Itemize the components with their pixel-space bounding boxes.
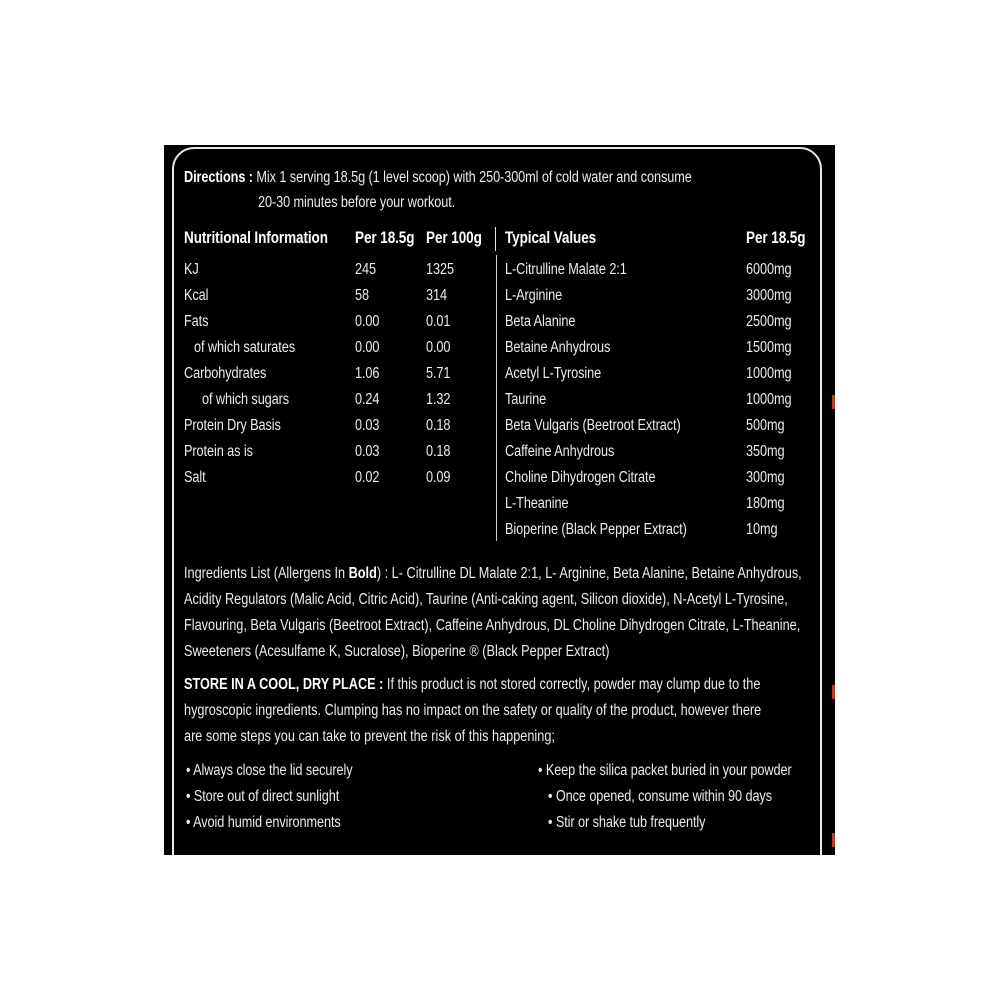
storage-tip: • Avoid humid environments <box>186 814 341 831</box>
nutrition-row-name: of which sugars <box>202 391 290 408</box>
nutrition-row-per-100: 0.09 <box>426 469 451 486</box>
directions-line-2: 20-30 minutes before your workout. <box>258 194 456 211</box>
nutrition-row-name: of which saturates <box>194 339 295 356</box>
column-divider <box>496 255 497 541</box>
storage-line <box>184 672 761 698</box>
nutrition-row-per-serving: 0.00 <box>355 313 380 330</box>
typical-row-amount: 1000mg <box>746 391 792 408</box>
typical-row-name: Betaine Anhydrous <box>505 339 611 356</box>
directions-line-1 <box>184 165 692 191</box>
nutrition-header-name: Nutritional Information <box>184 229 328 247</box>
nutrition-label-panel <box>164 145 835 855</box>
directions-text: Mix 1 serving 18.5g (1 level scoop) with 250-300ml of cold water and consume <box>256 169 692 186</box>
typical-row-amount: 1500mg <box>746 339 792 356</box>
nutrition-row-name: KJ <box>184 261 199 278</box>
typical-row-name: Caffeine Anhydrous <box>505 443 615 460</box>
nutrition-row-name: Salt <box>184 469 206 486</box>
nutrition-row-per-100: 1325 <box>426 261 454 278</box>
nutrition-row-per-serving: 0.03 <box>355 417 380 434</box>
typical-row-name: L-Theanine <box>505 495 569 512</box>
nutrition-row-per-100: 5.71 <box>426 365 451 382</box>
nutrition-header-per-serving: Per 18.5g <box>355 229 415 247</box>
directions-label: Directions : <box>184 169 253 186</box>
nutrition-row-per-serving: 245 <box>355 261 376 278</box>
nutrition-row-per-serving: 0.02 <box>355 469 380 486</box>
storage-label: STORE IN A COOL, DRY PLACE : <box>184 676 384 693</box>
nutrition-row-name: Kcal <box>184 287 209 304</box>
nutrition-row-per-100: 0.18 <box>426 417 451 434</box>
nutrition-row-per-100: 0.00 <box>426 339 451 356</box>
typical-row-amount: 300mg <box>746 469 785 486</box>
typical-row-name: Taurine <box>505 391 547 408</box>
typical-row-amount: 500mg <box>746 417 785 434</box>
typical-row-name: Acetyl L-Tyrosine <box>505 365 602 382</box>
typical-row-name: Choline Dihydrogen Citrate <box>505 469 656 486</box>
nutrition-row-per-serving: 1.06 <box>355 365 380 382</box>
ingredients-line: Sweeteners (Acesulfame K, Sucralose), Bioperine ® (Black Pepper Extract) <box>184 643 610 660</box>
header-divider <box>495 227 496 251</box>
accent-mark <box>832 395 835 409</box>
storage-tip: • Once opened, consume within 90 days <box>548 788 772 805</box>
ingredients-line <box>184 561 802 587</box>
nutrition-row-per-serving: 0.24 <box>355 391 380 408</box>
accent-mark <box>832 833 835 847</box>
ingredients-bold: Bold <box>348 565 377 582</box>
typical-header-per-serving: Per 18.5g <box>746 229 806 247</box>
storage-line: hygroscopic ingredients. Clumping has no impact on the safety or quality of the product, however there <box>184 702 762 719</box>
storage-section <box>184 672 761 750</box>
typical-row-name: Beta Alanine <box>505 313 576 330</box>
nutrition-row-per-100: 1.32 <box>426 391 451 408</box>
nutrition-header-per-100: Per 100g <box>426 229 482 247</box>
storage-tip: • Stir or shake tub frequently <box>548 814 706 831</box>
ingredients-prefix: Ingredients List (Allergens In <box>184 565 349 582</box>
ingredients-line: Acidity Regulators (Malic Acid, Citric Acid), Taurine (Anti-caking agent, Silicon dioxide), N-Acetyl L-Tyrosine, <box>184 591 788 608</box>
typical-row-amount: 6000mg <box>746 261 792 278</box>
storage-tip: • Always close the lid securely <box>186 762 353 779</box>
typical-header-name: Typical Values <box>505 229 597 247</box>
typical-row-amount: 180mg <box>746 495 785 512</box>
nutrition-row-name: Carbohydrates <box>184 365 267 382</box>
nutrition-row-per-serving: 0.00 <box>355 339 380 356</box>
nutrition-row-name: Fats <box>184 313 209 330</box>
ingredients-line: Flavouring, Beta Vulgaris (Beetroot Extract), Caffeine Anhydrous, DL Choline Dihydrogen Citrate, L-Theanine, <box>184 617 801 634</box>
nutrition-row-per-serving: 0.03 <box>355 443 380 460</box>
nutrition-row-name: Protein as is <box>184 443 253 460</box>
ingredients-list <box>184 561 802 665</box>
typical-row-name: L-Arginine <box>505 287 563 304</box>
storage-text: If this product is not stored correctly, powder may clump due to the <box>386 676 761 693</box>
typical-row-amount: 350mg <box>746 443 785 460</box>
storage-tip: • Store out of direct sunlight <box>186 788 340 805</box>
nutrition-row-per-100: 314 <box>426 287 447 304</box>
nutrition-row-name: Protein Dry Basis <box>184 417 281 434</box>
typical-row-amount: 10mg <box>746 521 778 538</box>
typical-row-amount: 2500mg <box>746 313 792 330</box>
typical-row-name: L-Citrulline Malate 2:1 <box>505 261 627 278</box>
storage-line: are some steps you can take to prevent the risk of this happening; <box>184 728 555 745</box>
accent-mark <box>832 685 835 699</box>
typical-row-amount: 1000mg <box>746 365 792 382</box>
typical-row-name: Beta Vulgaris (Beetroot Extract) <box>505 417 681 434</box>
typical-row-amount: 3000mg <box>746 287 792 304</box>
typical-row-name: Bioperine (Black Pepper Extract) <box>505 521 687 538</box>
storage-tip: • Keep the silica packet buried in your powder <box>538 762 792 779</box>
nutrition-row-per-serving: 58 <box>355 287 369 304</box>
nutrition-row-per-100: 0.18 <box>426 443 451 460</box>
nutrition-row-per-100: 0.01 <box>426 313 451 330</box>
ingredients-suffix: ) : L- Citrulline DL Malate 2:1, L- Arginine, Beta Alanine, Betaine Anhydrous, <box>376 565 802 582</box>
